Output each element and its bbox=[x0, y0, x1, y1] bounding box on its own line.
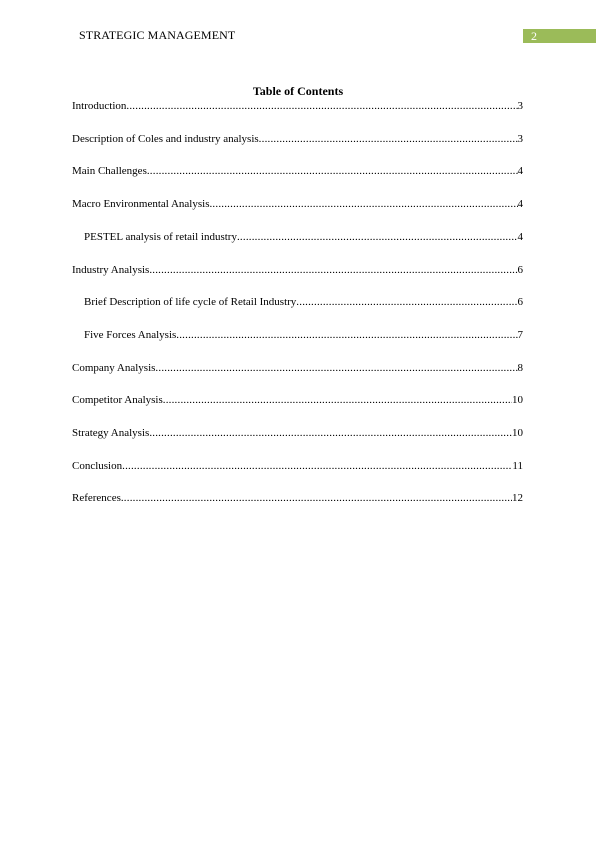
toc-entry-label: Introduction bbox=[72, 100, 127, 112]
toc-entry-page: 12 bbox=[512, 492, 523, 504]
toc-entry[interactable] bbox=[72, 361, 523, 375]
toc-entry-page: 7 bbox=[517, 329, 523, 341]
toc-entry-label: Strategy Analysis bbox=[72, 427, 150, 439]
toc-entry[interactable] bbox=[84, 295, 523, 309]
toc-entry-page: 6 bbox=[517, 264, 523, 276]
toc-entry[interactable] bbox=[72, 459, 523, 473]
toc-entry-page: 10 bbox=[512, 394, 523, 406]
toc-entry-label: Competitor Analysis bbox=[72, 394, 163, 406]
toc-entry-page: 3 bbox=[517, 133, 523, 145]
toc-entry[interactable] bbox=[72, 132, 523, 146]
toc-entry[interactable] bbox=[72, 393, 523, 407]
toc-entry-page: 11 bbox=[512, 460, 523, 472]
toc-leader-dots bbox=[122, 459, 512, 473]
header-title: STRATEGIC MANAGEMENT bbox=[79, 28, 236, 42]
toc-leader-dots bbox=[149, 426, 512, 440]
toc-entry-label: Main Challenges bbox=[72, 165, 147, 177]
toc-entry-label: Conclusion bbox=[72, 460, 123, 472]
page-number: 2 bbox=[531, 29, 537, 43]
toc-entry[interactable] bbox=[72, 197, 523, 211]
toc-heading: Table of Contents bbox=[252, 84, 344, 98]
toc-leader-dots bbox=[296, 295, 517, 309]
toc-entry-label: PESTEL analysis of retail industry bbox=[84, 231, 237, 243]
toc-leader-dots bbox=[126, 99, 517, 113]
toc-leader-dots bbox=[259, 132, 518, 146]
toc-entry-label: Brief Description of life cycle of Retail Industry bbox=[84, 296, 297, 308]
toc-entry-page: 10 bbox=[512, 427, 523, 439]
toc-leader-dots bbox=[176, 328, 517, 342]
toc-entry[interactable] bbox=[72, 263, 523, 277]
toc-leader-dots bbox=[121, 491, 512, 505]
toc-entry-page: 4 bbox=[517, 231, 523, 243]
toc-entry-page: 3 bbox=[517, 100, 523, 112]
toc-entry-page: 6 bbox=[517, 296, 523, 308]
toc-entry-page: 4 bbox=[517, 198, 523, 210]
toc-entry-label: Five Forces Analysis bbox=[84, 329, 177, 341]
toc-entry[interactable] bbox=[72, 426, 523, 440]
toc-entry[interactable] bbox=[72, 491, 523, 505]
toc-leader-dots bbox=[155, 361, 517, 375]
toc-leader-dots bbox=[147, 164, 518, 178]
toc-entry[interactable] bbox=[84, 328, 523, 342]
toc-leader-dots bbox=[209, 197, 517, 211]
toc-entry-label: Industry Analysis bbox=[72, 264, 150, 276]
toc-entry[interactable] bbox=[72, 99, 523, 113]
toc-entry-label: References bbox=[72, 492, 121, 504]
toc-entry[interactable] bbox=[72, 164, 523, 178]
toc-entry-page: 8 bbox=[517, 362, 523, 374]
toc-entry[interactable] bbox=[84, 230, 523, 244]
toc-entry-page: 4 bbox=[517, 165, 523, 177]
toc-entry-label: Description of Coles and industry analysis bbox=[72, 133, 259, 145]
toc-entry-label: Macro Environmental Analysis bbox=[72, 198, 210, 210]
toc-leader-dots bbox=[237, 230, 518, 244]
toc-leader-dots bbox=[163, 393, 512, 407]
toc-leader-dots bbox=[149, 263, 517, 277]
toc-entry-label: Company Analysis bbox=[72, 362, 156, 374]
